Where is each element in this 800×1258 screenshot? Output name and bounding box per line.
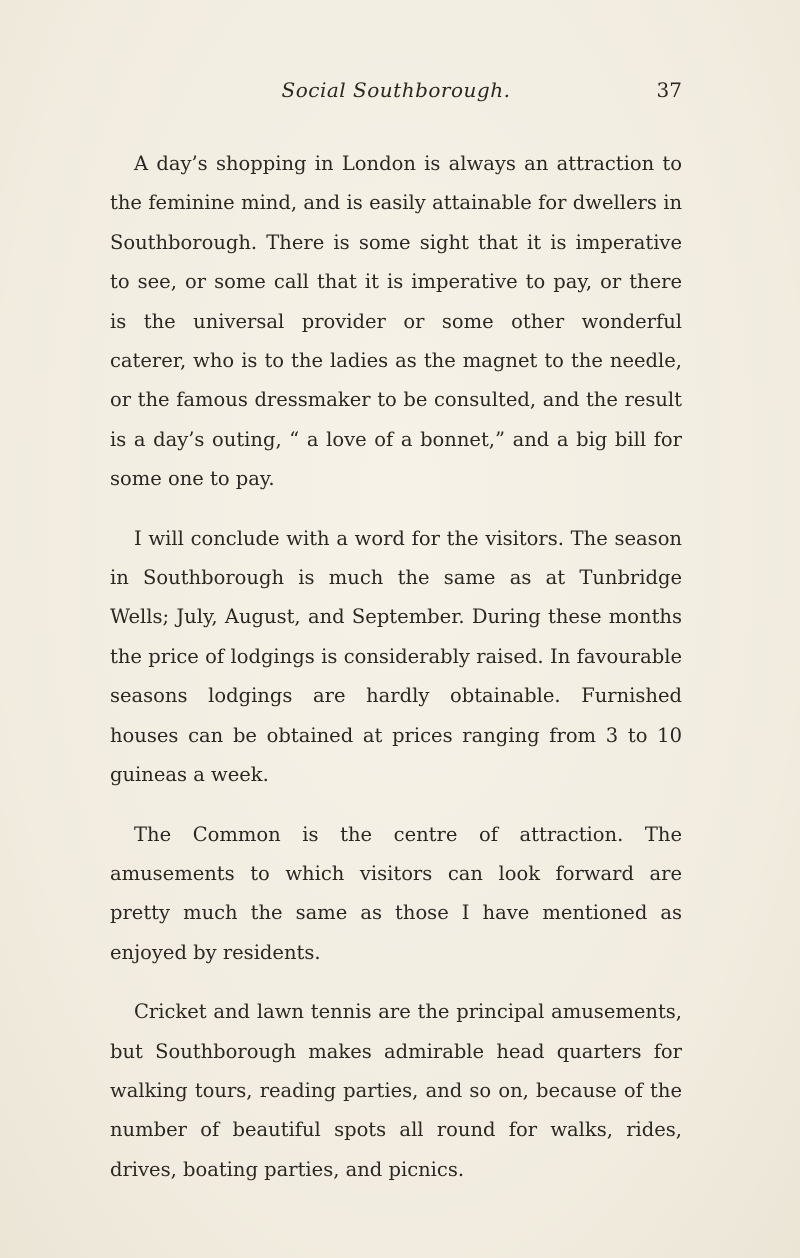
running-title: Social Southborough.: [281, 78, 511, 102]
paragraph-common: The Common is the centre of attraction. The amusements to which visitors can look forward are pretty much the same as those I have mentioned as enjoyed by residents.: [110, 822, 682, 964]
running-head: [110, 78, 682, 108]
paragraph-amusements: Cricket and lawn tennis are the principal amusements, but Southborough makes admirable head quarters for walking tours, reading parties, and so on, because of the number of beautiful spots all round for walks, rides, drives, boating parties, and picnics.: [110, 1000, 682, 1181]
paragraph-shopping: A day’s shopping in London is always an attraction to the feminine mind, and is easily attainable for dwellers in Southborough. There is some sight that it is imperative to see, or some call that it is imperative to pay, or there is the universal provider or some other wonderful caterer, who is to the ladies as the magnet to the needle, or the famous dressmaker to be consulted, and the result is a day’s outing, “ a love of a bonnet,” and a big bill for some one to pay.: [110, 152, 682, 491]
paragraph-visitors: I will conclude with a word for the visitors. The season in Southborough is much the same as at Tunbridge Wells; July, August, and September. During these months the price of lodgings is considerably raised. In favourable seasons lodgings are hardly obtainable. Furnished houses can be obtained at prices ranging from 3 to 10 guineas a week.: [110, 526, 682, 787]
page-number: 37: [656, 78, 682, 102]
body-text: [110, 144, 682, 1189]
